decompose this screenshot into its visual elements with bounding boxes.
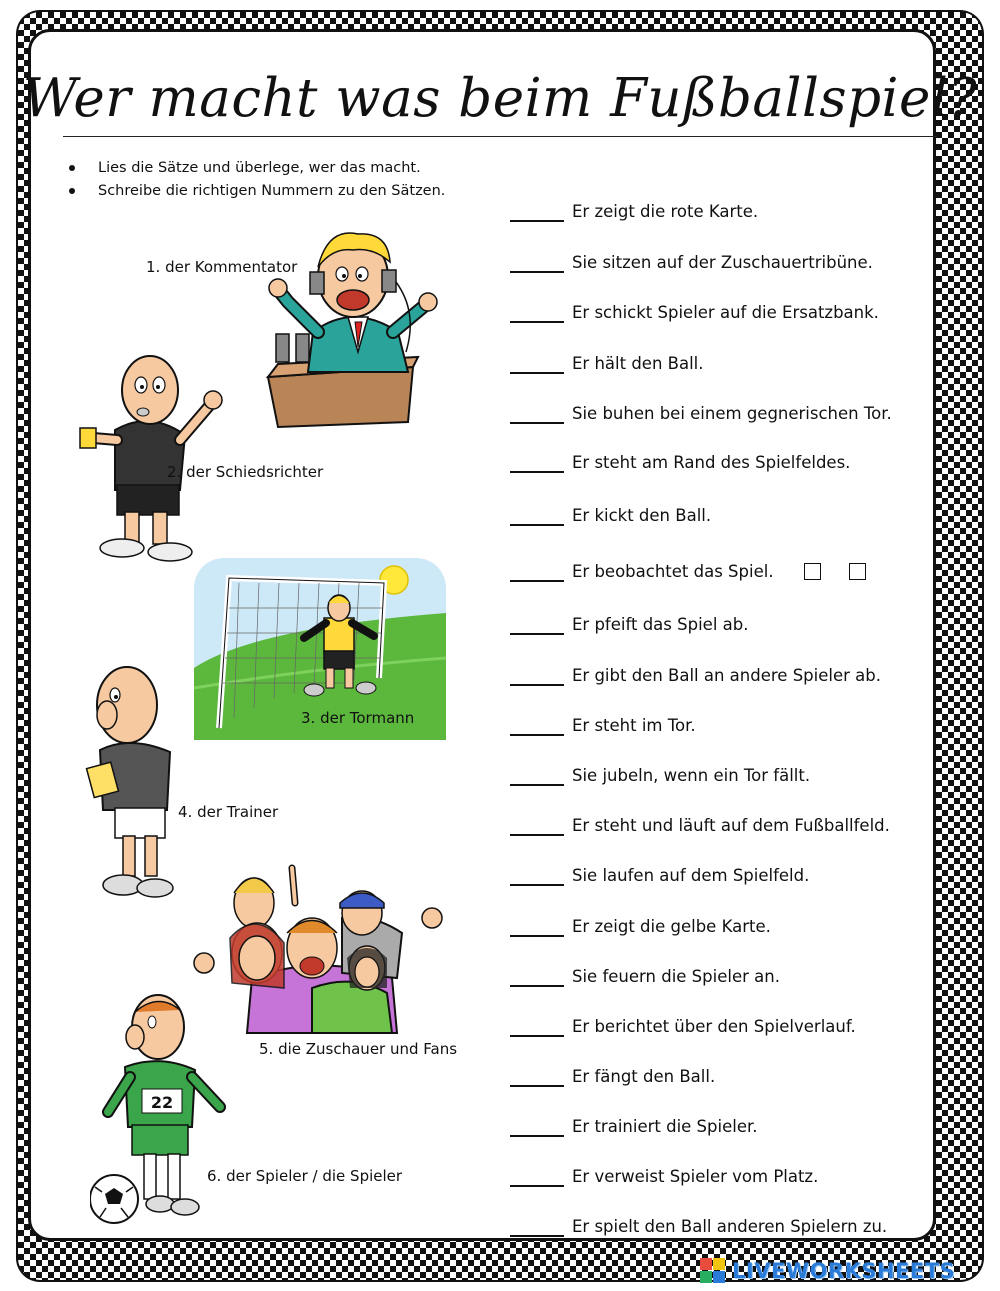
sentence-text: Er kickt den Ball. xyxy=(572,505,712,525)
answer-blank[interactable] xyxy=(510,1066,564,1087)
player-illustration xyxy=(90,992,240,1227)
answer-blank[interactable] xyxy=(510,302,564,323)
checkbox[interactable] xyxy=(804,563,821,580)
sentence-row xyxy=(510,287,892,338)
sentence-text: Er steht und läuft auf dem Fußballfeld. xyxy=(572,815,890,835)
sentence-row xyxy=(510,1201,892,1251)
sentence-row xyxy=(510,800,892,850)
answer-blank[interactable] xyxy=(510,452,564,473)
sentence-text: Er steht am Rand des Spielfeldes. xyxy=(572,453,851,472)
label-trainer: 4. der Trainer xyxy=(178,803,279,821)
sentence-text: Er pfeift das Spiel ab. xyxy=(572,615,749,634)
sentence-text: Er spielt den Ball anderen Spielern zu. xyxy=(572,1216,888,1236)
answer-blank[interactable] xyxy=(510,201,564,222)
answer-blank[interactable] xyxy=(510,1166,564,1187)
sentence-row xyxy=(510,901,892,951)
liveworksheets-logo-icon xyxy=(700,1258,726,1284)
answer-blank[interactable] xyxy=(510,614,564,635)
label-kommentator: 1. der Kommentator xyxy=(146,258,298,276)
sentence-list xyxy=(510,185,892,1251)
sentence-text: Er hält den Ball. xyxy=(572,353,704,373)
sentence-text: Er gibt den Ball an andere Spieler ab. xyxy=(572,665,881,685)
instructions-list xyxy=(66,158,445,204)
answer-blank[interactable] xyxy=(510,715,564,736)
answer-blank[interactable] xyxy=(510,1016,564,1037)
answer-blank[interactable] xyxy=(510,505,564,526)
answer-blank[interactable] xyxy=(510,353,564,374)
answer-blank[interactable] xyxy=(510,765,564,786)
answer-blank[interactable] xyxy=(510,403,564,424)
sentence-row xyxy=(510,237,892,287)
answer-blank[interactable] xyxy=(510,1216,564,1237)
sentence-text: Er zeigt die rote Karte. xyxy=(572,201,759,221)
sentence-row xyxy=(510,650,892,700)
label-fans: 5. die Zuschauer und Fans xyxy=(259,1040,458,1058)
answer-blank[interactable] xyxy=(510,815,564,836)
label-spieler: 6. der Spieler / die Spieler xyxy=(207,1167,403,1185)
sentence-text: Sie sitzen auf der Zuschauertribüne. xyxy=(572,252,873,272)
jersey-number: 22 xyxy=(150,1093,174,1112)
checkbox[interactable] xyxy=(849,563,866,580)
sentence-row xyxy=(510,700,892,750)
sentence-row xyxy=(510,750,892,800)
sentence-row xyxy=(510,185,892,237)
page-title: Wer macht was beim Fußballspiel? xyxy=(22,68,978,129)
sentence-text: Sie laufen auf dem Spielfeld. xyxy=(572,866,810,885)
sentence-row xyxy=(510,1151,892,1201)
answer-blank[interactable] xyxy=(510,966,564,987)
sentence-text: Er verweist Spieler vom Platz. xyxy=(572,1166,819,1186)
sentence-row xyxy=(510,1001,892,1051)
instruction-item: Lies die Sätze und überlege, wer das macht. xyxy=(66,158,445,181)
sentence-text: Er trainiert die Spieler. xyxy=(572,1116,758,1136)
answer-blank[interactable] xyxy=(510,665,564,686)
title-underline xyxy=(63,136,937,137)
answer-blank[interactable] xyxy=(510,1116,564,1137)
sentence-row xyxy=(510,1051,892,1101)
trainer-illustration xyxy=(85,660,185,905)
answer-blank[interactable] xyxy=(510,252,564,273)
sentence-row xyxy=(510,599,892,650)
sentence-row xyxy=(510,1101,892,1151)
sentence-text: Er beobachtet das Spiel. xyxy=(572,561,774,581)
commentator-illustration xyxy=(258,222,448,437)
sentence-row xyxy=(510,338,892,388)
sentence-row xyxy=(510,951,892,1001)
sentence-text: Sie buhen bei einem gegnerischen Tor. xyxy=(572,403,892,423)
answer-blank[interactable] xyxy=(510,916,564,937)
watermark-text: LIVEWORKSHEETS xyxy=(732,1259,956,1283)
sentence-row xyxy=(510,543,892,599)
referee-illustration xyxy=(75,350,235,570)
liveworksheets-watermark xyxy=(700,1258,990,1284)
answer-blank[interactable] xyxy=(510,865,564,886)
sentence-text: Er steht im Tor. xyxy=(572,715,696,735)
sentence-text: Er zeigt die gelbe Karte. xyxy=(572,916,771,936)
sentence-text: Er berichtet über den Spielverlauf. xyxy=(572,1016,856,1036)
instruction-item: Schreibe die richtigen Nummern zu den Sätzen. xyxy=(66,181,445,204)
sentence-row xyxy=(510,438,892,487)
sentence-row xyxy=(510,487,892,543)
sentence-text: Sie jubeln, wenn ein Tor fällt. xyxy=(572,765,811,785)
label-schiedsrichter: 2. der Schiedsrichter xyxy=(167,463,324,481)
sentence-text: Er fängt den Ball. xyxy=(572,1066,716,1086)
sentence-row xyxy=(510,850,892,901)
sentence-row xyxy=(510,388,892,438)
sentence-text: Er schickt Spieler auf die Ersatzbank. xyxy=(572,303,879,322)
label-tormann: 3. der Tormann xyxy=(301,709,415,727)
sentence-text: Sie feuern die Spieler an. xyxy=(572,966,780,986)
answer-blank[interactable] xyxy=(510,561,564,582)
